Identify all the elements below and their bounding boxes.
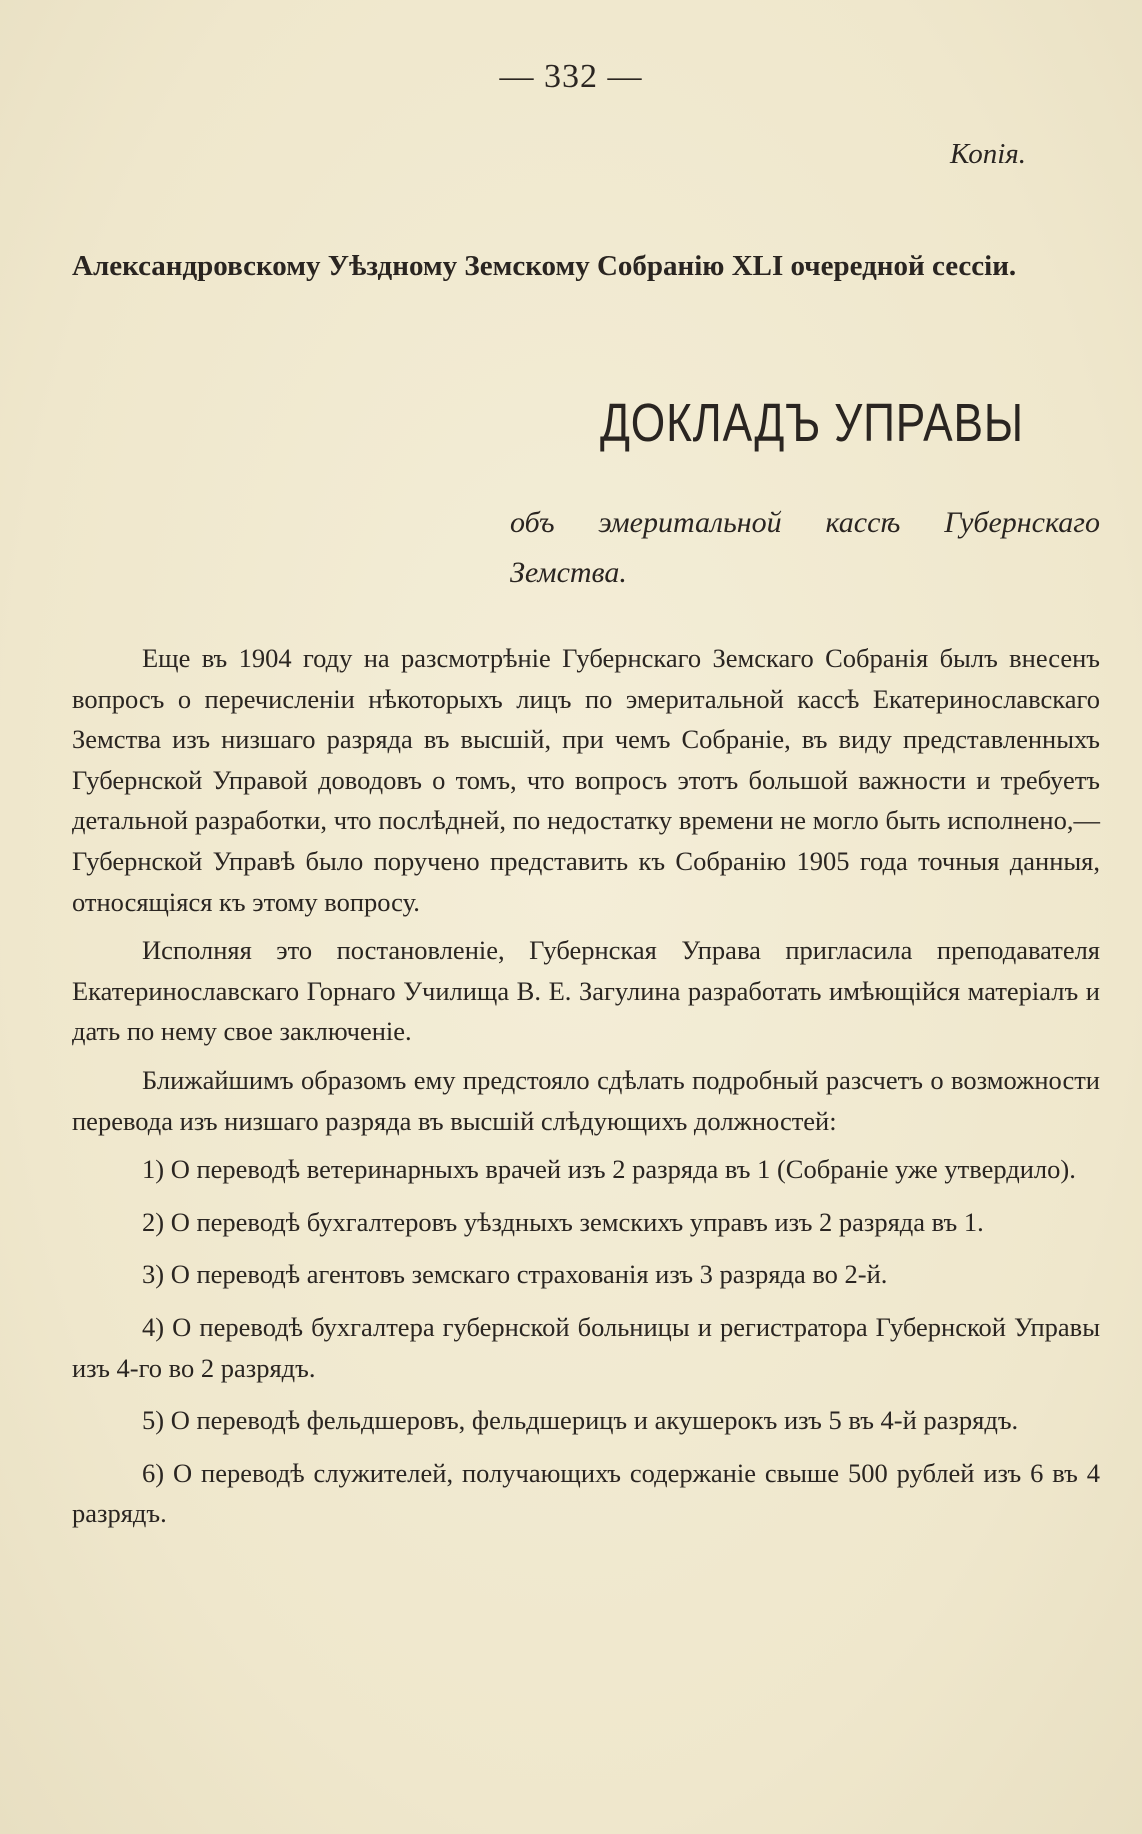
paragraph: Еще въ 1904 году на разсмотрѣніе Губернскаго Земскаго Собранія былъ внесенъ вопросъ о перечисленіи нѣкоторыхъ лицъ по эмеритальной кассѣ Екатеринославскаго Земства изъ низшаго разряда въ высшій, при чемъ Собраніе, въ виду представленныхъ Губернской Управой доводовъ о томъ, что вопросъ этотъ большой важности и требуетъ детальной разработки, что послѣдней, по недостатку времени не могло быть исполнено,—Губернской Управѣ было поручено представить къ Собранію 1905 года точныя данныя, относящіяся къ этому вопросу. xyxy=(72,643,1100,917)
paragraph: Ближайшимъ образомъ ему предстояло сдѣлать подробный разсчетъ о возможности перевода изъ низшаго разряда въ высшій слѣдующихъ должностей: xyxy=(72,1064,1100,1136)
report-title: ДОКЛАДЪ УПРАВЫ xyxy=(600,393,1024,453)
list-item: 4) О переводѣ бухгалтера губернской больницы и регистратора Губернской Управы изъ 4-го во 2 разрядъ. xyxy=(72,1311,1100,1383)
report-subtitle: объ эмеритальной кассѣ Губернскаго Земства. xyxy=(510,506,1100,589)
list-item: 5) О переводѣ фельдшеровъ, фельдшерицъ и акушерокъ изъ 5 въ 4-й разрядъ. xyxy=(142,1405,1019,1436)
list-item: 6) О переводѣ служителей, получающихъ содержаніе свыше 500 рублей изъ 6 въ 4 разрядъ. xyxy=(72,1457,1100,1529)
list-item: 2) О переводѣ бухгалтеровъ уѣздныхъ земскихъ управъ изъ 2 разряда въ 1. xyxy=(142,1206,984,1237)
copy-mark: Копія. xyxy=(950,138,1026,170)
addressee-heading: Александровскому Уѣздному Земскому Собранію XLI очередной сессіи. xyxy=(72,250,1017,282)
list-item: 3) О переводѣ агентовъ земскаго страхованія изъ 3 разряда во 2-й. xyxy=(142,1259,888,1290)
page-number: — 332 — xyxy=(499,58,643,95)
paragraph: Исполняя это постановленіе, Губернская Управа пригласила преподавателя Екатеринославскаго Горнаго Училища В. Е. Загулина разработать имѣющійся матеріалъ и дать по нему свое заключеніе. xyxy=(72,935,1100,1047)
list-item: 1) О переводѣ ветеринарныхъ врачей изъ 2 разряда въ 1 (Собраніе уже утвердило). xyxy=(142,1154,1076,1185)
report-body xyxy=(72,638,1100,1546)
